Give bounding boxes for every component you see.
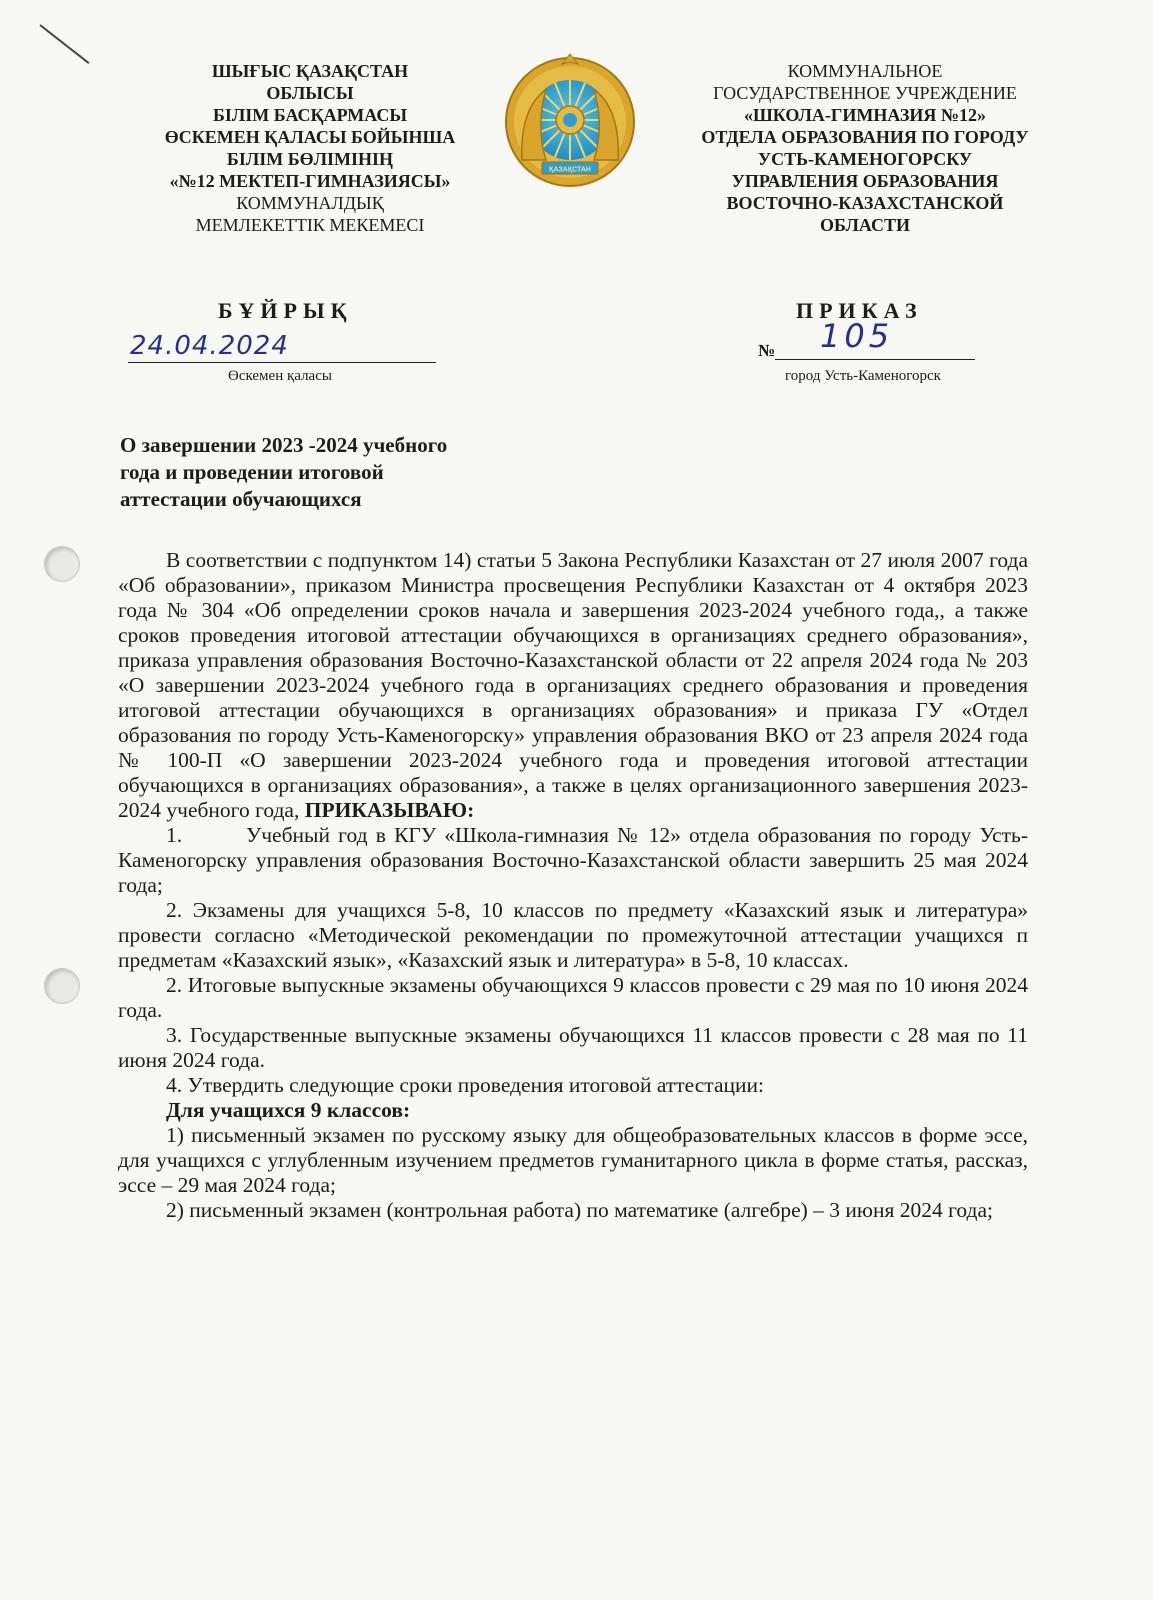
item-1-number: 1. — [166, 823, 183, 847]
subject-line: О завершении 2023 -2024 учебного — [120, 433, 448, 457]
order-title-kazakh: БҰЙРЫҚ — [218, 298, 353, 323]
grade9-heading: Для учащихся 9 классов: — [166, 1098, 411, 1122]
subitem-2: 2) письменный экзамен (контрольная работа) по математике (алгебре) – 3 июня 2024 года; — [166, 1198, 993, 1222]
header-russian — [680, 60, 1050, 236]
preamble-text: В соответствии с подпунктом 14) статьи 5 Закона Республики Казахстан от 27 июля 2007 года «Об образовании», приказом Министра просвещения Республики Казахстан от 4 октября 2023 года № 304 «Об определении сроков начала и завершения 2023-2024 учебного года,, а также сроков проведения итоговой аттестации обучающихся в организациях среднего образования», приказа управления образования Восточно-Казахстанской области от 22 апреля 2024 года № 203 «О завершении 2023-2024 учебного года в организациях среднего образования и проведения итоговой аттестации обучающихся в организациях образования» и приказа ГУ «Отдел образования по городу Усть-Каменогорску» управления образования ВКО от 23 апреля 2024 года № 100-П «О завершении 2023-2024 учебного года и проведения итоговой аттестации обучающихся в организациях образования», а также в целях организационного завершения 2023-2024 учебного года, — [118, 548, 1028, 822]
header-line: ОТДЕЛА ОБРАЗОВАНИЯ ПО ГОРОДУ — [701, 127, 1029, 147]
scan-scratch-mark — [39, 24, 89, 64]
item-3: 3. Государственные выпускные экзамены обучающихся 11 классов провести с 28 мая по 11 июня 2024 года. — [118, 1023, 1028, 1072]
order-date-handwritten: 24.04.2024 — [130, 331, 289, 361]
header-line: ӨСКЕМЕН ҚАЛАСЫ БОЙЫНША — [164, 127, 456, 147]
header-line: ОБЛАСТИ — [820, 215, 910, 235]
header-line: ОБЛЫСЫ — [266, 83, 354, 103]
subitem-1: 1) письменный экзамен по русскому языку для общеобразовательных классов в форме эссе, для учащихся с углубленным изучением предметов гуманитарного цикла в форме статья, рассказ, эссе – 29 мая 2024 года; — [118, 1123, 1028, 1197]
header-line: МЕМЛЕКЕТТІК МЕКЕМЕСІ — [195, 215, 425, 235]
header-line: УПРАВЛЕНИЯ ОБРАЗОВАНИЯ — [731, 171, 999, 191]
date-underline — [128, 362, 436, 363]
number-underline — [775, 359, 975, 360]
header-line: «№12 МЕКТЕП-ГИМНАЗИЯСЫ» — [169, 171, 451, 191]
order-body — [118, 548, 1028, 1223]
order-title-russian: ПРИКАЗ — [796, 298, 923, 323]
header-kazakh — [140, 60, 480, 236]
city-kazakh: Өскемен қаласы — [228, 368, 332, 384]
state-emblem-icon — [500, 50, 640, 190]
item-4: 4. Утвердить следующие сроки проведения итоговой аттестации: — [166, 1073, 764, 1097]
header-line: ВОСТОЧНО-КАЗАХСТАНСКОЙ — [726, 193, 1004, 213]
header-line: КОММУНАЛДЫҚ — [236, 193, 384, 213]
item-1-text: Учебный год в КГУ «Школа-гимназия № 12» отдела образования по городу Усть-Каменогорску управления образования Восточно-Казахстанской области завершить 25 мая 2024 года; — [118, 823, 1028, 897]
city-russian: город Усть-Каменогорск — [785, 368, 941, 384]
header-line: УСТЬ-КАМЕНОГОРСКУ — [757, 149, 973, 169]
item-2b: 2. Итоговые выпускные экзамены обучающихся 9 классов провести с 29 мая по 10 июня 2024 года. — [118, 973, 1028, 1022]
order-number-handwritten: 105 — [820, 317, 894, 355]
header-line: «ШКОЛА-ГИМНАЗИЯ №12» — [744, 105, 986, 125]
header-line: КОММУНАЛЬНОЕ — [787, 61, 943, 81]
command-text: ПРИКАЗЫВАЮ: — [304, 798, 475, 822]
item-2a: 2. Экзамены для учащихся 5-8, 10 классов по предмету «Казахский язык и литература» провести согласно «Методической рекомендации по промежуточной аттестации учащихся п предметам «Казахский язык», «Казахский язык и литература» в 5-8, 10 классах. — [118, 898, 1028, 972]
header-line: БІЛІМ БАСҚАРМАСЫ — [212, 105, 408, 125]
item-1 — [118, 823, 1028, 898]
subject-line: года и проведении итоговой — [120, 460, 384, 484]
header-line: ШЫҒЫС ҚАЗАҚСТАН — [211, 61, 409, 81]
punch-hole-mark — [44, 546, 80, 582]
order-subject — [120, 432, 550, 513]
order-number-sign: № — [758, 341, 776, 360]
preamble-paragraph — [118, 548, 1028, 823]
subject-line: аттестации обучающихся — [120, 487, 362, 511]
svg-text:ҚАЗАҚСТАН: ҚАЗАҚСТАН — [549, 166, 591, 174]
header-line: ГОСУДАРСТВЕННОЕ УЧРЕЖДЕНИЕ — [713, 83, 1017, 103]
punch-hole-mark — [44, 968, 80, 1004]
header-line: БІЛІМ БӨЛІМІНІҢ — [226, 149, 394, 169]
